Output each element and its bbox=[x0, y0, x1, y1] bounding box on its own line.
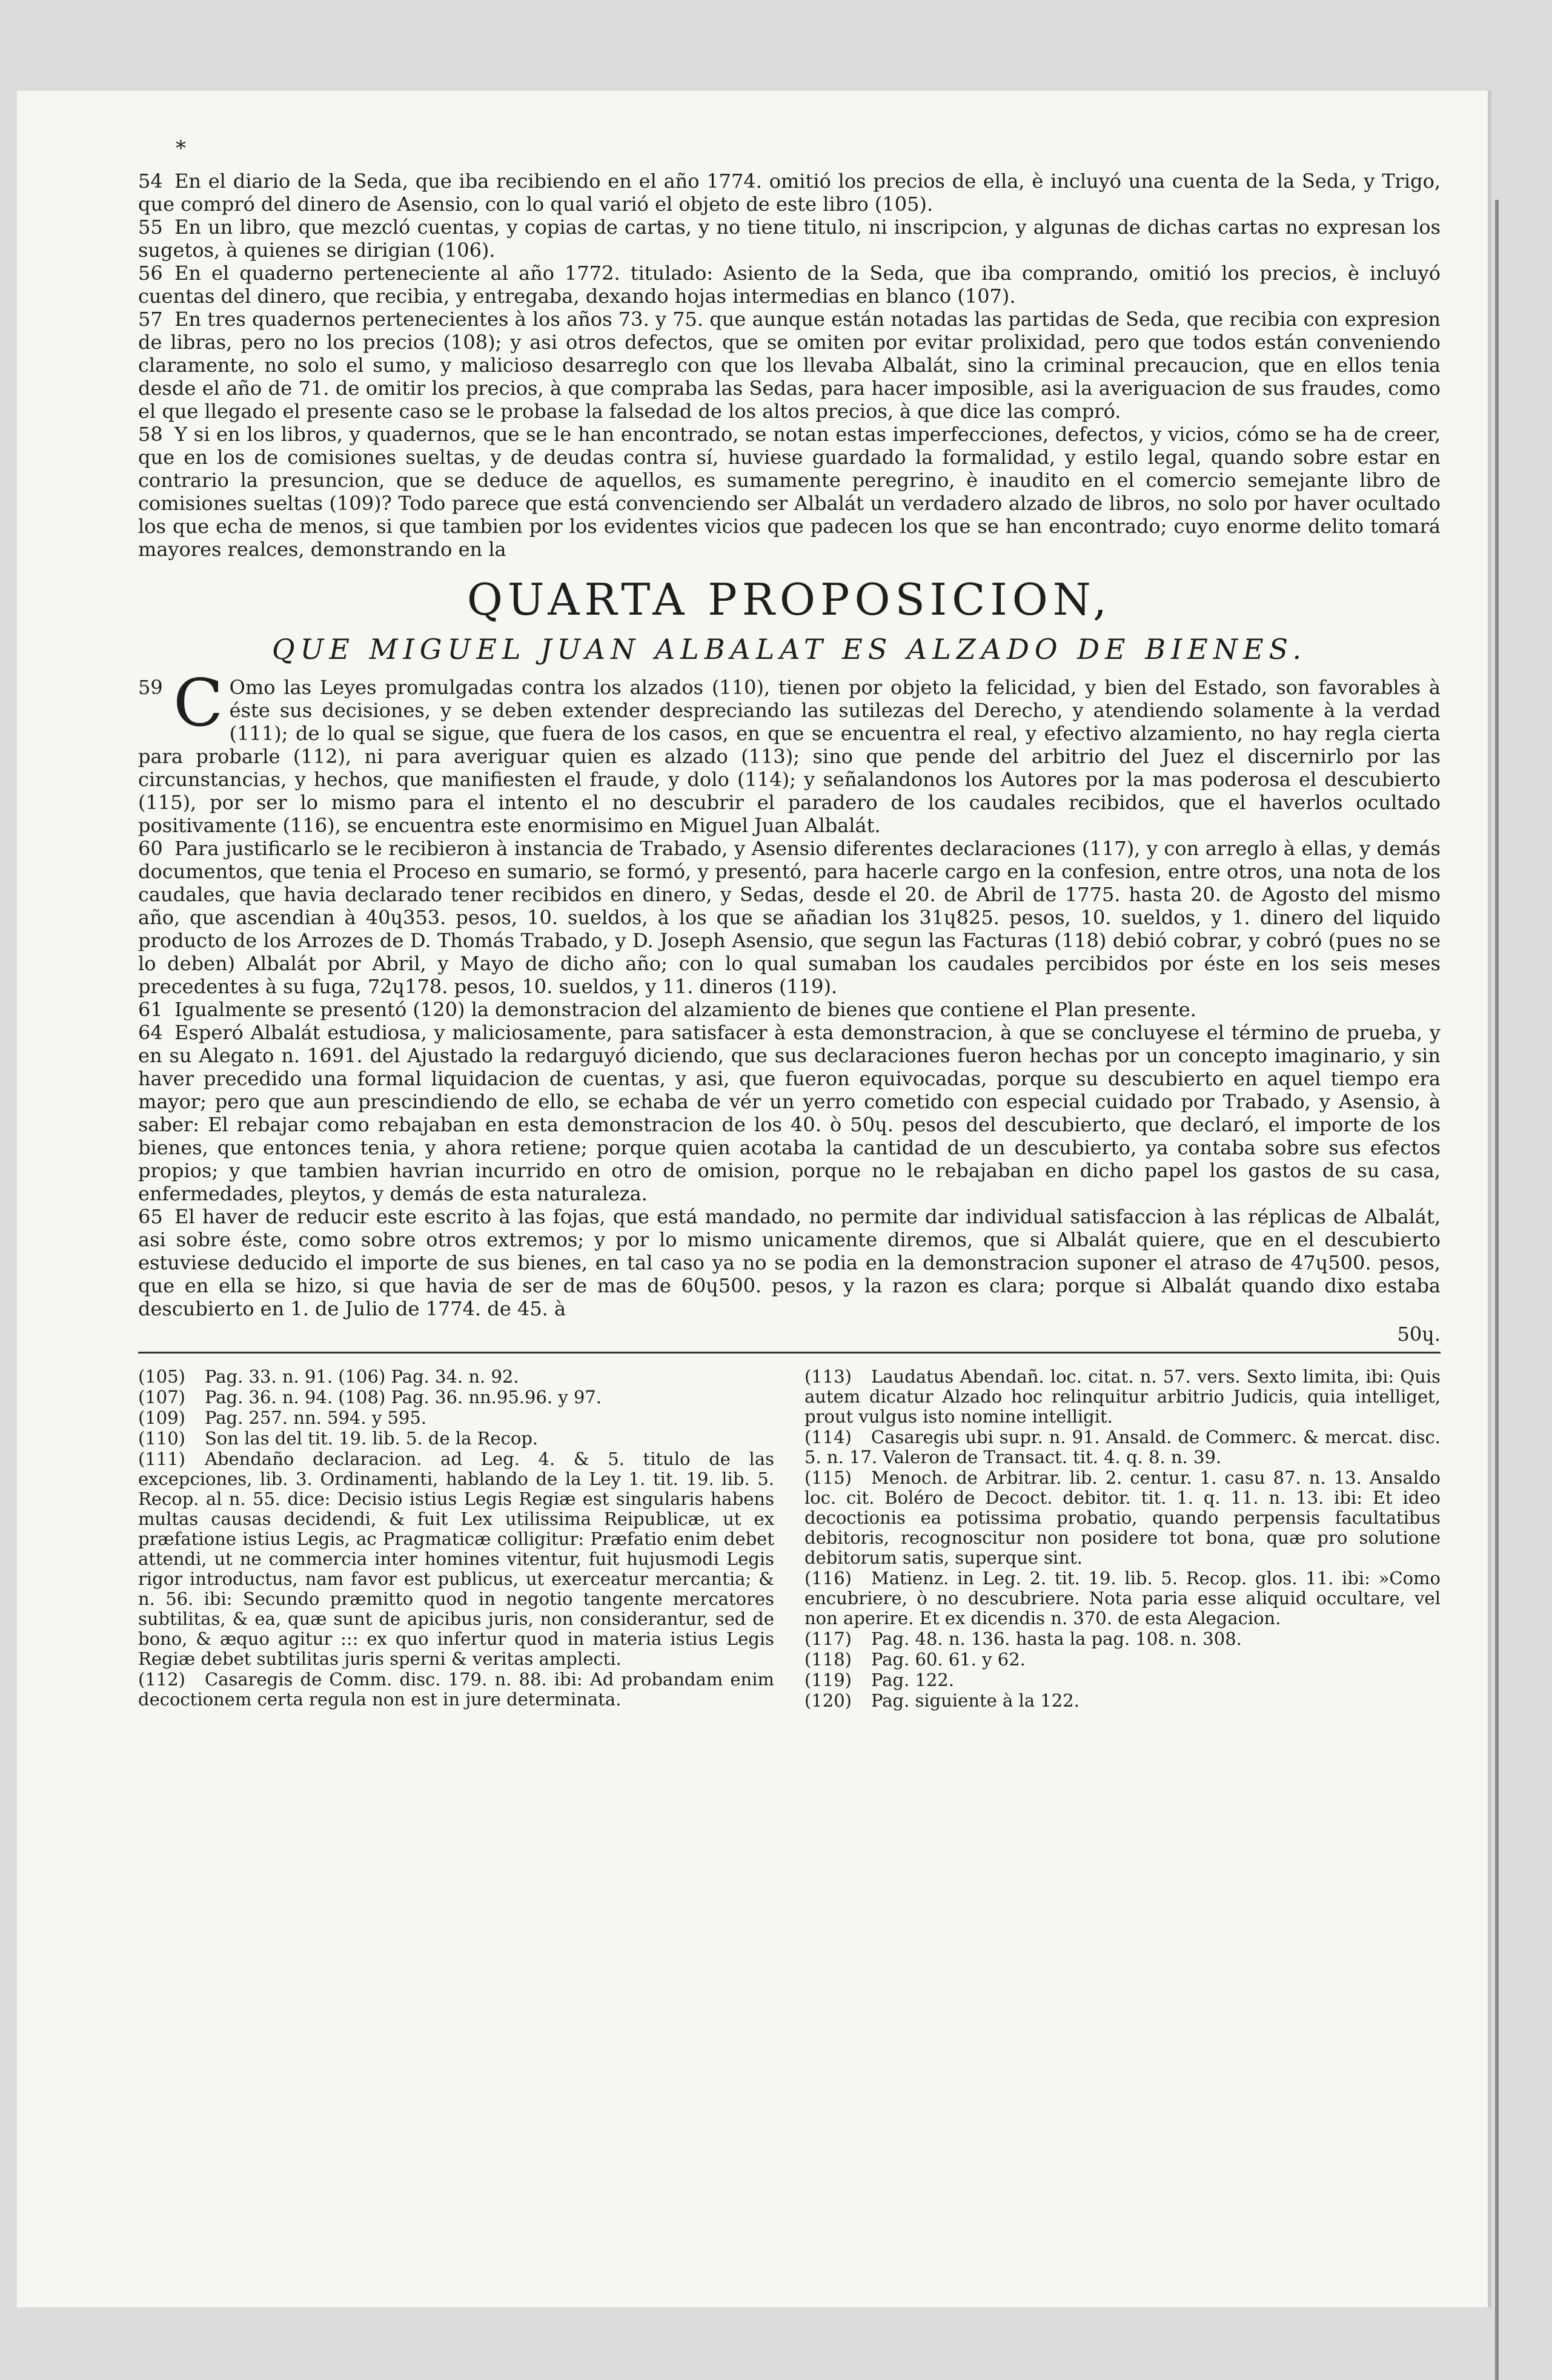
footnote bbox=[138, 1449, 774, 1669]
paragraph-text: Para justificarlo se le recibieron à instancia de Trabado, y Asensio diferentes declaraciones (117), y con arreglo à ellas, y demás documentos, que tenia el Proceso en sumario, se formó, y presentó, para hacerle cargo en la confesion, entre otros, una nota de los caudales, que havia declarado tener recibidos en dinero, y Sedas, desde el 20. de Abril de 1775. hasta 20. de Agosto del mismo año, que ascendian à 40ɥ353. pesos, 10. sueldos, à los que se añadian los 31ɥ825. pesos, 10. sueldos, y 1. dinero del liquido producto de los Arrozes de D. Thomás Trabado, y D. Joseph Asensio, que segun las Facturas (118) debió cobrar, y cobró (pues no se lo deben) Albalát por Abril, y Mayo de dicho año; con lo qual sumaban los caudales percibidos por éste en los seis meses precedentes à su fuga, 72ɥ178. pesos, 10. sueldos, y 11. dineros (119). bbox=[138, 837, 1441, 998]
footnote-number: (120) bbox=[804, 1690, 852, 1711]
footnote-number: (107) bbox=[138, 1387, 185, 1407]
footnote-text: Pag. 257. nn. 594. y 595. bbox=[205, 1407, 427, 1428]
footnote-text: Pag. 36. n. 94. (108) Pag. 36. nn.95.96. y 97. bbox=[205, 1387, 602, 1407]
paragraph bbox=[138, 216, 1441, 262]
paragraphs-block bbox=[138, 170, 1441, 561]
footnotes-right-column bbox=[804, 1367, 1441, 1711]
footnote-number: (117) bbox=[804, 1628, 852, 1649]
footnote-text: Abendaño declaracion. ad Leg. 4. & 5. titulo de las excepciones, lib. 3. Ordinamenti, hablando de la Ley 1. tit. 19. lib. 5. Recop. al n. 55. dice: Decisio istius Legis Regiæ est singularis habens multas causas decidendi, & fuit Lex utilissima Reipublicæ, ut ex præfatione istius Legis, ac Pragmaticæ colligitur: Præfatio enim debet attendi, ut ne commercia inter homines vitentur, fuit hujusmodi Legis rigor introductus, nam favor est publicus, ut exerceatur mercantia; & n. 56. ibi: Secundo præmitto quod in negotio tangente mercatores subtilitas, & ea, quæ sunt de apicibus juris, non considerantur, sed de bono, & æquo agitur ::: ex quo infertur quod in materia istius Legis Regiæ debet subtilitas juris sperni & veritas amplecti. bbox=[138, 1449, 774, 1669]
footnotes bbox=[138, 1367, 1441, 1711]
paragraph-number: 61 bbox=[138, 998, 163, 1021]
section-heading: QUARTA PROPOSICION, bbox=[466, 574, 1112, 625]
paragraph-text: En tres quadernos pertenecientes à los años 73. y 75. que aunque están notadas las partidas de Seda, que recibia con expresion de libras, pero no los precios (108); y asi otros defectos, que se omiten por evitar prolixidad, pero que todos están conveniendo claramente, no solo el sumo, y malicioso desarreglo con que los llevaba Albalát, sino la criminal precaucion, que en ellos tenia desde el año de 71. de omitir los precios, à que compraba las Sedas, para hacer imposible, asi la averiguacion de sus fraudes, como el que llegado el presente caso se le probase la falsedad de los altos precios, à que dice las compró. bbox=[138, 308, 1441, 423]
footnote bbox=[804, 1650, 1441, 1670]
footnote-text: Pag. siguiente à la 122. bbox=[871, 1690, 1079, 1711]
paragraph-text: Esperó Albalát estudiosa, y maliciosamente, para satisfacer à esta demonstracion, à que se concluyese el término de prueba, y en su Alegato n. 1691. del Ajustado la redarguyó diciendo, que sus declaraciones fueron hechas por un concepto imaginario, y sin haver precedido una formal liquidacion de cuentas, y asi, que fueron equivocadas, porque su descubierto en aquel tiempo era mayor; pero que aun prescindiendo de ello, se echaba de vér un yerro cometido con especial cuidado por Trabado, y Asensio, à saber: El rebajar como rebajaban en esta demonstracion de los 40. ò 50ɥ. pesos del descubierto, que declaró, el importe de los bienes, que entonces tenia, y ahora retiene; porque quien acotaba la cantidad de un descubierto, ya contaba sobre sus efectos propios; y que tambien havrian incurrido en otro de omision, porque no le rebajaban en dicho papel los gastos de su casa, enfermedades, pleytos, y demás de esta naturaleza. bbox=[138, 1021, 1441, 1205]
paragraph-number: 64 bbox=[138, 1021, 163, 1044]
paragraph bbox=[138, 170, 1441, 216]
paragraph bbox=[138, 1205, 1441, 1320]
paragraph bbox=[138, 998, 1441, 1021]
footnote bbox=[138, 1387, 774, 1407]
footnote-text: Matienz. in Leg. 2. tit. 19. lib. 5. Recop. glos. 11. ibi: »Como encubriere, ò no descubriere. Nota paria esse aliquid occultare, vel non aperire. Et ex dicendis n. 370. de esta Alegacion. bbox=[804, 1568, 1441, 1628]
footnote bbox=[804, 1568, 1441, 1628]
section-subheading: QUE MIGUEL JUAN ALBALAT ES ALZADO DE BIENES. bbox=[271, 633, 1307, 666]
footnote-number: (116) bbox=[804, 1568, 852, 1588]
footnote-text: Pag. 60. 61. y 62. bbox=[871, 1649, 1026, 1670]
footnotes-left-column bbox=[138, 1367, 774, 1711]
paragraph-number: 54 bbox=[138, 170, 163, 193]
footnote-text: Pag. 48. n. 136. hasta la pag. 108. n. 308. bbox=[871, 1628, 1242, 1649]
footnote-number: (111) bbox=[138, 1449, 185, 1469]
paragraph-number: 57 bbox=[138, 308, 163, 331]
footnote-text: Pag. 122. bbox=[871, 1670, 955, 1690]
page-marker: * bbox=[176, 136, 186, 160]
footnote-text: Menoch. de Arbitrar. lib. 2. centur. 1. casu 87. n. 13. Ansaldo loc. cit. Boléro de Decoct. debitor. tit. 1. q. 11. n. 13. ibi: Et ideo decoctionis ea potissima probatio, quando perpensis facultatibus debitoris, recognoscitur non posidere tot bona, quæ pro solutione debitorum satis, superque sint. bbox=[804, 1467, 1441, 1568]
paragraphs-block bbox=[138, 837, 1441, 1320]
paragraph-text: Y si en los libros, y quadernos, que se le han encontrado, se notan estas imperfecciones, defectos, y vicios, cómo se ha de creer, que en los de comisiones sueltas, y de deudas contra sí, huviese guardado la formalidad, y estilo legal, quando sobre estar en contrario la presuncion, que se deduce de aquellos, es sumamente peregrino, è inaudito en el comercio semejante libro de comisiones sueltas (109)? Todo parece que está convenciendo ser Albalát un verdadero alzado de libros, no solo por haver ocultado los que echa de menos, si que tambien por los evidentes vicios que padecen los que se han encontrado; cuyo enorme delito tomará mayores realces, demonstrando en la bbox=[138, 423, 1441, 561]
paragraph-text: El haver de reducir este escrito à las fojas, que está mandado, no permite dar individual satisfaccion à las réplicas de Albalát, asi sobre éste, como sobre otros extremos; y por lo mismo unicamente diremos, que si Albalát quiere, que en el descubierto estuviese deducido el importe de sus bienes, en tal caso ya no se podia en la demonstracion suponer el atraso de 47ɥ500. pesos, que en ella se hizo, si que havia de ser de mas de 60ɥ500. pesos, y la razon es clara; porque si Albalát quando dixo estaba descubierto en 1. de Julio de 1774. de 45. à bbox=[138, 1205, 1441, 1320]
footnote-number: (114) bbox=[804, 1427, 852, 1447]
paragraph-number: 60 bbox=[138, 837, 163, 860]
footnote-text: Pag. 33. n. 91. (106) Pag. 34. n. 92. bbox=[205, 1366, 519, 1387]
paragraph-number: 65 bbox=[138, 1205, 163, 1228]
paragraph bbox=[138, 308, 1441, 423]
footnote-number: (112) bbox=[138, 1669, 185, 1690]
footnote-number: (115) bbox=[804, 1467, 852, 1488]
footnote bbox=[804, 1670, 1441, 1690]
paragraph-text: En el quaderno perteneciente al año 1772. titulado: Asiento de la Seda, que iba comprando, omitió los precios, è incluyó cuentas del dinero, que recibia, y entregaba, dexando hojas intermedias en blanco (107). bbox=[138, 262, 1441, 308]
footnote-number: (109) bbox=[138, 1407, 185, 1428]
paragraph bbox=[138, 262, 1441, 308]
footnote-number: (119) bbox=[804, 1670, 852, 1690]
footnote bbox=[804, 1367, 1441, 1427]
paragraph-number: 58 bbox=[138, 423, 163, 446]
paragraph bbox=[138, 666, 1441, 837]
footnote-text: Casaregis ubi supr. n. 91. Ansald. de Commerc. & mercat. disc. 5. n. 17. Valeron de Transact. tit. 4. q. 8. n. 39. bbox=[804, 1427, 1441, 1467]
paragraph-number: 55 bbox=[138, 216, 163, 239]
page-content bbox=[138, 136, 1441, 1711]
footnote-text: Son las del tit. 19. lib. 5. de la Recop. bbox=[205, 1428, 539, 1449]
paragraph-text: En un libro, que mezcló cuentas, y copias de cartas, y no tiene titulo, ni inscripcion, y algunas de dichas cartas no expresan los sugetos, à quienes se dirigian (106). bbox=[138, 216, 1441, 262]
paragraph-text: En el diario de la Seda, que iba recibiendo en el año 1774. omitió los precios de ella, è incluyó una cuenta de la Seda, y Trigo, que compró del dinero de Asensio, con lo qual varió el objeto de este libro (105). bbox=[138, 170, 1441, 216]
footnote bbox=[138, 1429, 774, 1449]
footnote bbox=[804, 1629, 1441, 1649]
footnote bbox=[804, 1691, 1441, 1711]
footnote bbox=[138, 1408, 774, 1428]
footnote-text: Laudatus Abendañ. loc. citat. n. 57. vers. Sexto limita, ibi: Quis autem dicatur Alzado hoc relinquitur arbitrio Judicis, quia intelliget, prout vulgus isto nomine intelligit. bbox=[804, 1366, 1441, 1427]
footnote bbox=[138, 1670, 774, 1710]
paragraph-text: Igualmente se presentó (120) la demonstracion del alzamiento de bienes que contiene el Plan presente. bbox=[174, 998, 1196, 1021]
document-page bbox=[17, 91, 1488, 2307]
page-edge bbox=[1495, 200, 1499, 2380]
paragraph-number: 56 bbox=[138, 262, 163, 285]
paragraph bbox=[138, 423, 1441, 561]
footnote-number: (118) bbox=[804, 1649, 852, 1670]
paragraph-text: Omo las Leyes promulgadas contra los alzados (110), tienen por objeto la felicidad, y bien del Estado, son favorables à éste sus decisiones, y se deben extender despreciando las sutilezas del Derecho, y atendiendo solamente à la verdad (111); de lo qual se sigue, que fuera de los casos, en que se encuentra el real, y efectivo alzamiento, no hay regla cierta para probarle (112), ni para averiguar quien es alzado (113); sino que pende del arbitrio del Juez el discernirlo por las circunstancias, y hechos, que manifiesten el fraude, y dolo (114); y señalandonos los Autores por la mas poderosa el descubierto (115), por ser lo mismo para el intento el no descubrir el paradero de los caudales recibidos, que el haverlos ocultado positivamente (116), se encuentra este enormisimo en Miguel Juan Albalát. bbox=[138, 676, 1441, 837]
footnote bbox=[138, 1367, 774, 1387]
footnote bbox=[804, 1468, 1441, 1568]
footnote-number: (105) bbox=[138, 1366, 185, 1387]
footnote-divider bbox=[138, 1352, 1441, 1354]
catchword: 50ɥ. bbox=[1397, 1323, 1441, 1346]
paragraph-number: 59 bbox=[138, 676, 163, 699]
paragraph bbox=[138, 837, 1441, 998]
footnote bbox=[804, 1427, 1441, 1467]
footnote-number: (110) bbox=[138, 1428, 185, 1449]
drop-cap: C bbox=[173, 666, 224, 741]
paragraph bbox=[138, 1021, 1441, 1205]
footnote-text: Casaregis de Comm. disc. 179. n. 88. ibi: Ad probandam enim decoctionem certa regula non est in jure determinata. bbox=[138, 1669, 774, 1710]
footnote-number: (113) bbox=[804, 1366, 852, 1387]
